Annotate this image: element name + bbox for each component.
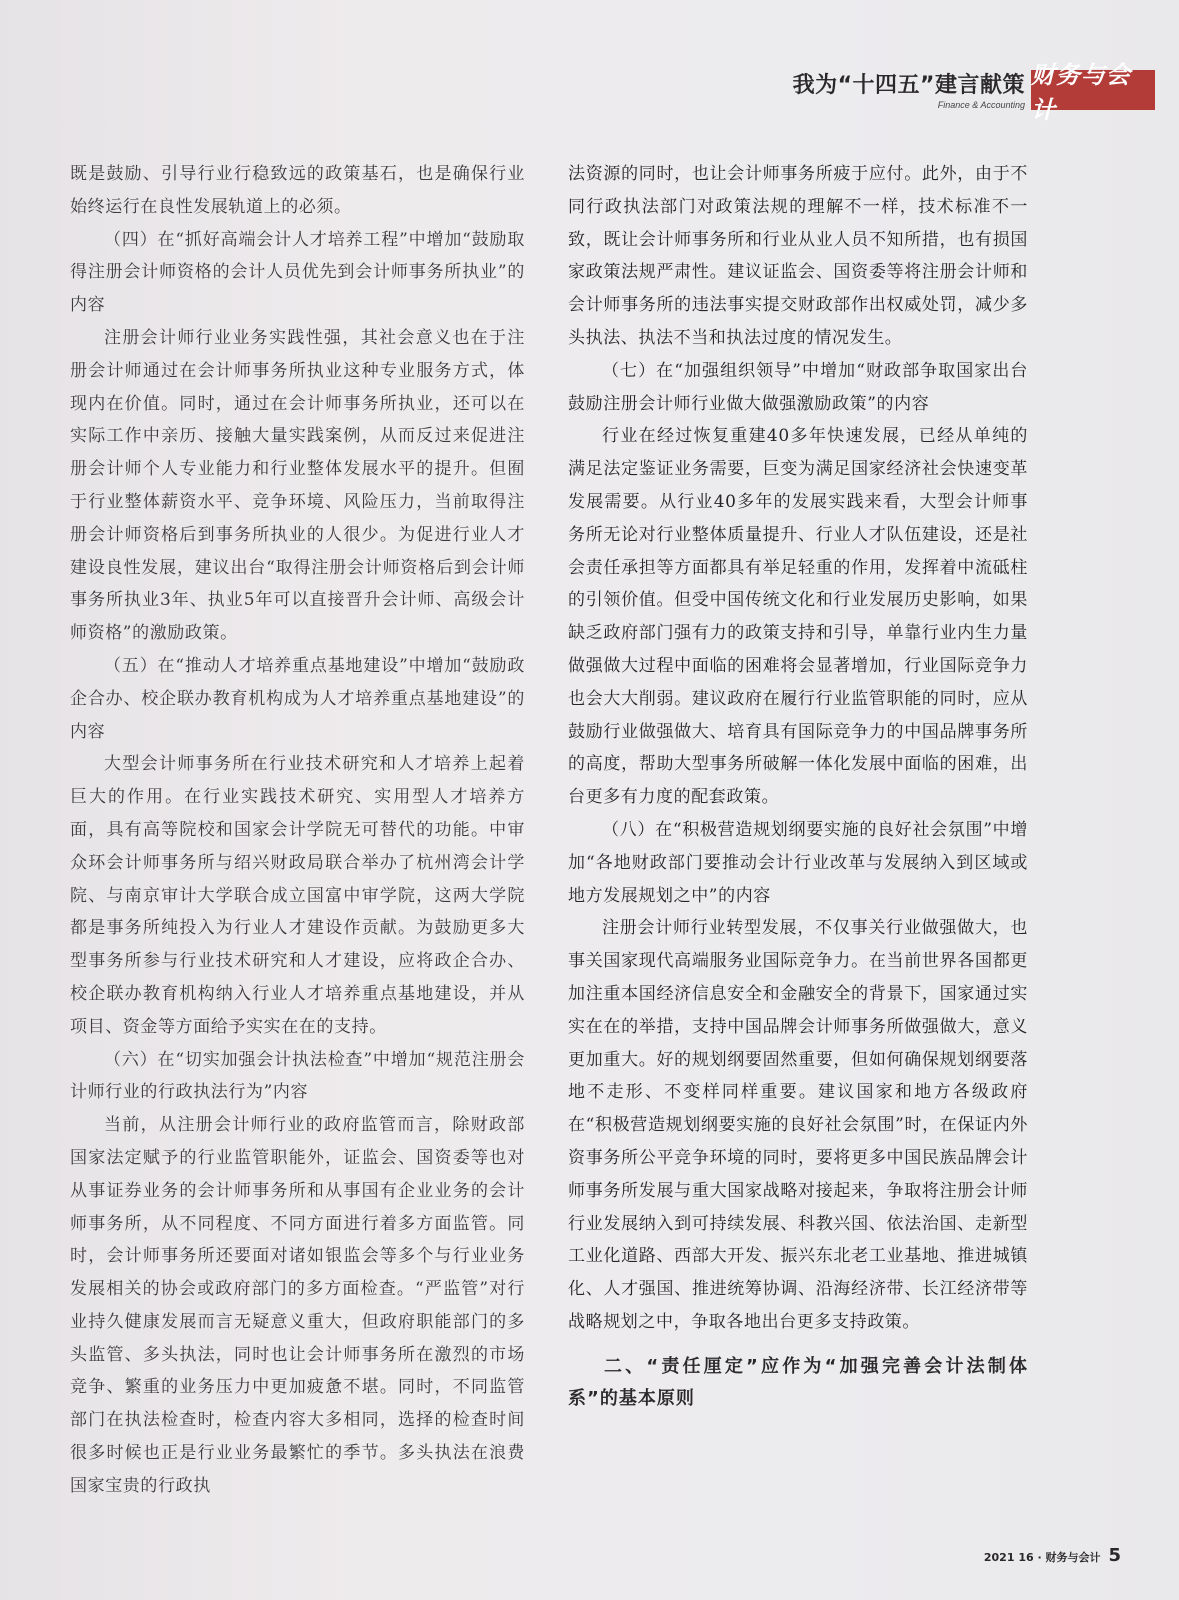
journal-english-name: Finance & Accounting xyxy=(937,100,1025,110)
paragraph: 大型会计师事务所在行业技术研究和人才培养上起着巨大的作用。在行业实践技术研究、实用型人才培养方面，具有高等院校和国家会计学院无可替代的功能。中审众环会计师事务所与绍兴财政局联合举办了杭州湾会计学院、与南京审计大学联合成立国富中审学院，这两大学院都是事务所纯投入为行业人才建设作贡献。为鼓励更多大型事务所参与行业技术研究和人才建设，应将政企合办、校企联办教育机构纳入行业人才培养重点基地建设，并从项目、资金等方面给予实实在在的支持。 xyxy=(70,754,525,1037)
page-number: 5 xyxy=(1108,1545,1121,1566)
left-column xyxy=(70,158,525,1503)
paragraph: 注册会计师行业转型发展，不仅事关行业做强做大，也事关国家现代高端服务业国际竞争力。在当前世界各国都更加注重本国经济信息安全和金融安全的背景下，国家通过实实在在的举措，支持中国品牌会计师事务所做强做大，意义更加重大。好的规划纲要固然重要，但如何确保规划纲要落地不走形、不变样同样重要。建议国家和地方各级政府在“积极营造规划纲要实施的良好社会氛围”时，在保证内外资事务所公平竞争环境的同时，要将更多中国民族品牌会计师事务所发展与重大国家战略对接起来，争取将注册会计师行业发展纳入到可持续发展、科教兴国、依法治国、走新型工业化道路、西部大开发、振兴东北老工业基地、推进城镇化、人才强国、推进统筹协调、沿海经济带、长江经济带等战略规划之中，争取各地出台更多支持政策。 xyxy=(568,918,1028,1332)
paragraph: 注册会计师行业业务实践性强，其社会意义也在于注册会计师通过在会计师事务所执业这种专业服务方式，体现内在价值。同时，通过在会计师事务所执业，还可以在实际工作中亲历、接触大量实践案例，从而反过来促进注册会计师个人专业能力和行业整体发展水平的提升。但囿于行业整体薪资水平、竞争环境、风险压力，当前取得注册会计师资格后到事务所执业的人很少。为促进行业人才建设良性发展，建议出台“取得注册会计师资格后到会计师事务所执业3年、执业5年可以直接晋升会计师、高级会计师资格”的激励政策。 xyxy=(70,327,525,644)
header-text-block xyxy=(793,72,1025,110)
paragraph: 当前，从注册会计师行业的政府监管而言，除财政部国家法定赋予的行业监管职能外，证监会、国资委等也对从事证券业务的会计师事务所和从事国有企业业务的会计师事务所，从不同程度、不同方面进行着多方面监管。同时，会计师事务所还要面对诸如银监会等多个与行业业务发展相关的协会或政府部门的多方面检查。“严监管”对行业持久健康发展而言无疑意义重大，但政府职能部门的多头监管、多头执法，同时也让会计师事务所在激烈的市场竞争、繁重的业务压力中更加疲惫不堪。同时，不同监管部门在执法检查时，检查内容大多相同，选择的检查时间很多时候也正是行业业务最繁忙的季节。多头执法在浪费国家宝贵的行政执 xyxy=(70,1115,525,1496)
right-column-paragraphs xyxy=(568,158,1028,1339)
section-heading: 二、“责任厘定”应作为“加强完善会计法制体系”的基本原则 xyxy=(568,1355,1028,1409)
journal-logo: 财务与会计 xyxy=(1031,70,1155,110)
issue-info: 2021 16 · 财务与会计 xyxy=(983,1551,1101,1564)
subsection-heading: （六）在“切实加强会计执法检查”中增加“规范注册会计师行业的行政执法行为”内容 xyxy=(70,1049,525,1103)
subsection-heading: （八）在“积极营造规划纲要实施的良好社会氛围”中增加“各地财政部门要推动会计行业改革与发展纳入到区域或地方发展规划之中”的内容 xyxy=(568,819,1028,906)
column-title: 我为“十四五”建言献策 xyxy=(792,73,1025,98)
page-footer xyxy=(984,1545,1121,1566)
paragraph: 行业在经过恢复重建40多年快速发展，已经从单纯的满足法定鉴证业务需要，巨变为满足国家经济社会快速变革发展需要。从行业40多年的发展实践来看，大型会计师事务所无论对行业整体质量提升、行业人才队伍建设，还是社会责任承担等方面都具有举足轻重的作用，发挥着中流砥柱的引领价值。但受中国传统文化和行业发展历史影响，如果缺乏政府部门强有力的政策支持和引导，单靠行业内生力量做强做大过程中面临的困难将会显著增加，行业国际竞争力也会大大削弱。建议政府在履行行业监管职能的同时，应从鼓励行业做强做大、培育具有国际竞争力的中国品牌事务所的高度，帮助大型事务所破解一体化发展中面临的困难，出台更多有力度的配套政策。 xyxy=(568,426,1028,808)
paragraph: 法资源的同时，也让会计师事务所疲于应付。此外，由于不同行政执法部门对政策法规的理解不一样，技术标准不一致，既让会计师事务所和行业从业人员不知所措，也有损国家政策法规严肃性。建议证监会、国资委等将注册会计师和会计师事务所的违法事实提交财政部作出权威处罚，减少多头执法、执法不当和执法过度的情况发生。 xyxy=(568,164,1028,348)
subsection-heading: （四）在“抓好高端会计人才培养工程”中增加“鼓励取得注册会计师资格的会计人员优先到会计师事务所执业”的内容 xyxy=(70,229,525,316)
paragraph: 既是鼓励、引导行业行稳致远的政策基石，也是确保行业始终运行在良性发展轨道上的必须。 xyxy=(70,164,525,217)
subsection-heading: （七）在“加强组织领导”中增加“财政部争取国家出台鼓励注册会计师行业做大做强激励政策”的内容 xyxy=(568,360,1028,414)
page-header xyxy=(792,60,1155,124)
right-column xyxy=(568,158,1028,1415)
subsection-heading: （五）在“推动人才培养重点基地建设”中增加“鼓励政企合办、校企联办教育机构成为人才培养重点基地建设”的内容 xyxy=(70,655,525,742)
